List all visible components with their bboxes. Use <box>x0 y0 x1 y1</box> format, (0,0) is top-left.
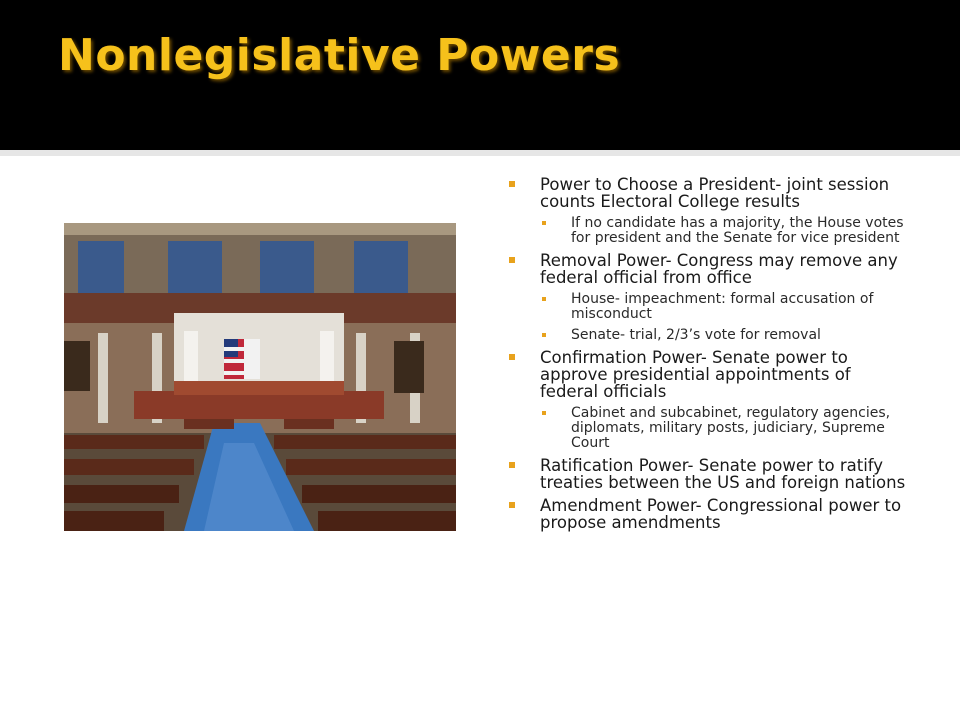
title-divider <box>0 150 960 156</box>
bullet-amendment-power: Amendment Power- Congressional power to propose amendments <box>508 497 908 531</box>
title-bar <box>0 0 960 150</box>
bullet-list <box>508 176 908 531</box>
bullet-content <box>508 176 908 537</box>
house-chamber-photo <box>64 223 456 531</box>
sub-bullet-majority: If no candidate has a majority, the House votes for president and the Senate for vice president <box>508 216 908 246</box>
sub-bullet-appointments: Cabinet and subcabinet, regulatory agencies, diplomats, military posts, judiciary, Supreme Court <box>508 406 908 451</box>
bullet-confirmation-power: Confirmation Power- Senate power to approve presidential appointments of federal officials <box>508 349 908 400</box>
sub-bullet-senate-trial: Senate- trial, 2/3’s vote for removal <box>508 328 908 343</box>
slide-title: Nonlegislative Powers <box>58 30 621 81</box>
bullet-choose-president: Power to Choose a President- joint session counts Electoral College results <box>508 176 908 210</box>
bullet-removal-power: Removal Power- Congress may remove any federal official from office <box>508 252 908 286</box>
sub-bullet-impeachment: House- impeachment: formal accusation of misconduct <box>508 292 908 322</box>
bullet-ratification-power: Ratification Power- Senate power to ratify treaties between the US and foreign nations <box>508 457 908 491</box>
